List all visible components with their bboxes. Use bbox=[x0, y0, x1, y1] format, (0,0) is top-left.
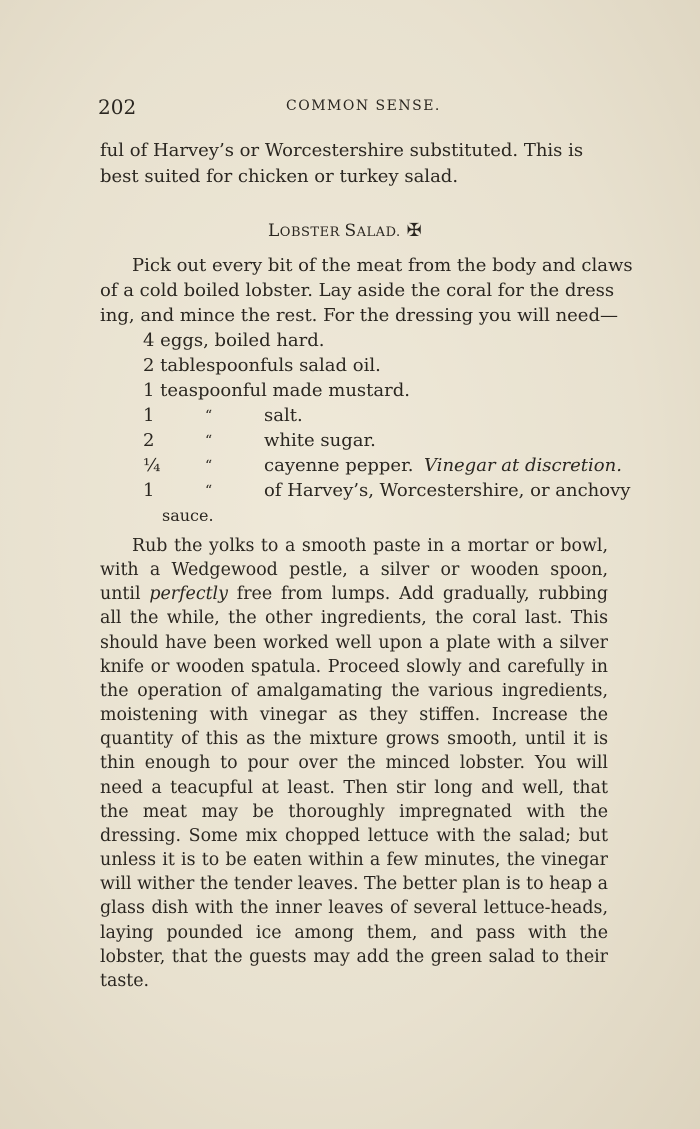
recipe-title bbox=[268, 220, 422, 241]
intro-line-2: best suited for chicken or turkey salad. bbox=[100, 166, 459, 187]
ingredient-eggs: 4 eggs, boiled hard. bbox=[143, 330, 325, 351]
ingredient-item: white sugar. bbox=[264, 430, 376, 451]
method-paragraph bbox=[100, 534, 608, 993]
ingredient-qty: ¼ bbox=[143, 455, 161, 476]
ingredient-qty: 1 bbox=[143, 480, 155, 501]
running-head: COMMON SENSE. bbox=[286, 98, 441, 114]
ditto-mark: “ bbox=[205, 458, 213, 474]
page-number: 202 bbox=[98, 95, 137, 119]
ingredient-item: cayenne pepper. bbox=[264, 455, 414, 476]
ingredient-mustard: 1 teaspoonful made mustard. bbox=[143, 380, 410, 401]
intro-line-1: ful of Harvey’s or Worcestershire substituted. This is bbox=[100, 140, 584, 161]
ditto-mark: “ bbox=[205, 433, 213, 449]
ditto-mark: “ bbox=[205, 408, 213, 424]
title-word-2-rest: ALAD. bbox=[356, 225, 401, 240]
page-header bbox=[98, 95, 618, 121]
ingredient-item: of Harvey’s, Worcestershire, or anchovy bbox=[264, 480, 631, 501]
title-letter-2: S bbox=[344, 221, 357, 241]
vinegar-note: Vinegar at discretion. bbox=[424, 455, 622, 476]
title-word-1-rest: OBSTER bbox=[279, 225, 345, 240]
ingredient-sauce-continued: sauce. bbox=[162, 506, 214, 525]
para1-line-3: ing, and mince the rest. For the dressing you will need— bbox=[100, 305, 618, 326]
ingredient-oil: 2 tablespoonfuls salad oil. bbox=[143, 355, 381, 376]
para1-line-1: Pick out every bit of the meat from the body and claws bbox=[132, 255, 633, 276]
cross-ornament-icon: ✠ bbox=[406, 220, 423, 241]
method-text-2: free from lumps. Add gradually, rubbing all the while, the other ingredients, the coral last. This should have been worked well upon a plate with a silver knife or wooden spatula. Proceed slowly and carefully in the operation of amalgamating the various ingredients, moistening with vinegar as they stiffen. Increase the quantity of this as the mixture grows smooth, until it is thin enough to pour over the minced lobster. You will need a teacupful at least. Then stir long and well, that the meat may be thoroughly impregnated with the dressing. Some mix chopped lettuce with the salad; but unless it is to be eaten within a few minutes, the vinegar will wither the tender leaves. The better plan is to heap a glass dish with the inner leaves of several lettuce-heads, laying pounded ice among them, and pass with the lobster, that the guests may add the green salad to their taste. bbox=[100, 584, 609, 991]
ingredient-item: salt. bbox=[264, 405, 303, 426]
ingredient-qty: 1 bbox=[143, 405, 155, 426]
method-text-1: Rub the yolks to a smooth paste in a mortar or bowl, with a Wedgewood pestle, a silver or wooden spoon, until bbox=[100, 536, 608, 605]
ditto-mark: “ bbox=[205, 483, 213, 499]
ingredient-qty: 2 bbox=[143, 430, 155, 451]
para1-line-2: of a cold boiled lobster. Lay aside the coral for the dress bbox=[100, 280, 615, 301]
method-italic: perfectly bbox=[149, 584, 228, 605]
title-letter-1: L bbox=[268, 221, 280, 241]
